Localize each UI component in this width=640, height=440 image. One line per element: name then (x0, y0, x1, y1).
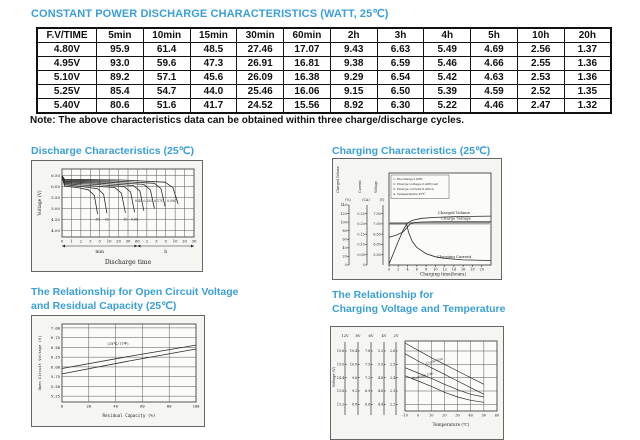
tick-label: 6.50 (373, 232, 381, 237)
x-axis-label: Temperature (℃) (432, 422, 470, 427)
tick-label: 3 (89, 238, 92, 244)
temp-chart-frame (330, 326, 504, 440)
cell: 25.46 (237, 85, 284, 99)
tick-label: 4.6 (377, 389, 384, 394)
charging-chart (333, 159, 501, 279)
tick-label: 100 (192, 403, 200, 409)
tick-label: 4.8 (377, 375, 384, 380)
scale-name: 6V (368, 334, 374, 338)
cell: 51.6 (143, 99, 190, 114)
cell: 1.32 (564, 99, 611, 114)
y-axis-label: Voltage (V) (332, 366, 336, 388)
tick-label: 14.4 (336, 375, 345, 380)
y-axis-name: Current (358, 180, 362, 193)
cell: 57.1 (143, 71, 190, 85)
tick-label: 0.05 (357, 252, 365, 257)
tick-label: 7.2 (364, 375, 371, 380)
tick-label: 5.2 (377, 349, 384, 354)
cell: 5.46 (424, 57, 471, 71)
tick-label: 2.5 (389, 362, 396, 367)
tick-label: 10.0 (349, 362, 358, 367)
tick-label: 7.00 (50, 325, 60, 331)
tick-label: 15.6 (336, 349, 345, 354)
tick-label: 5.75 (50, 374, 60, 380)
curve-label: 0.4C (134, 198, 143, 203)
annotation: (25℃/77℉) (106, 342, 130, 346)
tick-label: 9.6 (351, 375, 358, 380)
discharge-table (36, 27, 612, 114)
charging-chart-frame (332, 158, 502, 280)
cell: 17.07 (284, 43, 331, 57)
tick-label: 8 (425, 267, 428, 272)
tick-label: 2 (397, 267, 400, 272)
tick-label: 0 (417, 413, 420, 418)
tick-label: 120 (340, 211, 347, 216)
discharge-chart-title: Discharge Characteristics (25℃) (31, 145, 194, 157)
tick-label: 3 (155, 238, 158, 244)
tick-label: 2 (145, 238, 149, 244)
legend-text: 3. Charge current:0.20CA (393, 187, 434, 191)
tick-label: 20 (86, 403, 92, 409)
tick-label: 2.6 (389, 349, 396, 354)
tick-label: 0 (387, 267, 391, 272)
tick-label: 7.5 (364, 362, 371, 367)
curve-label: Cycle Use (425, 356, 444, 366)
tick-label: 0.20 (357, 222, 365, 227)
tick-label: 7.8 (364, 349, 371, 354)
tick-label: 5.50 (373, 252, 381, 257)
column-header: 20h (564, 28, 611, 43)
tick-label: 20 (479, 267, 484, 272)
tick-label: 30 (125, 238, 131, 244)
tick-label: 30 (191, 238, 197, 244)
scale-name: 2V (393, 334, 399, 338)
arrow-head (62, 245, 65, 248)
row-label: 4.95V (37, 57, 97, 71)
cell: 4.66 (471, 57, 518, 71)
cell: 27.46 (237, 43, 284, 57)
tick-label: 13.2 (336, 402, 345, 407)
tick-label: 10 (106, 238, 112, 244)
row-label: 5.25V (37, 85, 97, 99)
row-label: 5.10V (37, 71, 97, 85)
cell: 6.63 (377, 43, 424, 57)
column-header: 15min (190, 28, 237, 43)
tick-label: 6.50 (51, 173, 60, 179)
column-header: 10h (517, 28, 564, 43)
tick-label: 40 (342, 246, 347, 251)
y-axis-label: Open Circuit Voltage (V) (37, 335, 42, 391)
tick-label: 0 (60, 403, 64, 409)
cell: 93.0 (97, 57, 144, 71)
group-label: min (95, 250, 105, 255)
ocv-chart-title-line2: and Residual Capacity (25℃) (31, 300, 177, 312)
cell: 1.36 (564, 71, 611, 85)
cell: 80.6 (97, 99, 144, 114)
cell: 61.4 (143, 43, 190, 57)
table-row (37, 71, 611, 85)
tick-label: 7.00 (373, 222, 381, 227)
cell: 4.63 (471, 71, 518, 85)
cell: 2.55 (517, 57, 564, 71)
scale-name: 12V (341, 334, 349, 338)
tick-label: 5 (98, 238, 101, 244)
tick-label: 5.50 (51, 195, 60, 201)
tick-label: 5.0 (377, 362, 384, 367)
cell: 16.81 (284, 57, 331, 71)
tick-label: 6.9 (364, 389, 371, 394)
table-wrap (36, 27, 612, 114)
tick-label: 0 (344, 263, 347, 268)
scale-name: 8V (355, 334, 361, 338)
cell: 5.22 (424, 99, 471, 114)
x-axis-label: Residual Capacity (%) (102, 413, 156, 418)
table-body (37, 43, 611, 114)
cell: 6.59 (377, 57, 424, 71)
curve-label: 0.25C (143, 198, 153, 203)
cell: 1.36 (564, 57, 611, 71)
ocv-chart (32, 316, 204, 426)
tick-label: 13.8 (336, 389, 345, 394)
cell: 24.52 (237, 99, 284, 114)
cell: 45.6 (190, 71, 237, 85)
tick-label: 6.50 (50, 344, 60, 350)
cell: 2.52 (517, 85, 564, 99)
cell: 95.9 (97, 43, 144, 57)
table-head (37, 28, 611, 43)
tick-label: 10 (172, 238, 178, 244)
tick-label: 20 (182, 238, 187, 244)
tick-label: 6.25 (50, 354, 60, 360)
tick-label: 80 (166, 403, 172, 409)
arrow-head (137, 245, 140, 248)
cell: 9.43 (330, 43, 377, 57)
cell: 9.15 (330, 85, 377, 99)
tick-label: 0.25 (357, 211, 365, 216)
table-row (37, 43, 611, 57)
tick-label: 9.2 (351, 389, 358, 394)
curve-label: 0.17C (153, 198, 164, 203)
cell: 9.38 (330, 57, 377, 71)
row-label: 4.80V (37, 43, 97, 57)
x-axis-label: Discharge time (104, 259, 152, 266)
tick-label: 4.00 (51, 227, 60, 233)
curve-label: Charging Current (436, 254, 472, 259)
x-axis-label: Charging time(hours) (420, 271, 466, 277)
group-label: h (164, 250, 168, 255)
temp-chart-title-line1: The Relationship for (332, 289, 434, 301)
tick-label: 7.50 (373, 211, 381, 216)
y-axis-unit: (%) (345, 198, 351, 202)
tick-label: 6.00 (50, 364, 60, 370)
row-label: 5.40V (37, 99, 97, 114)
tick-label: 4.4 (377, 402, 384, 407)
y-axis-name: Voltage (374, 180, 378, 193)
y-axis-unit: (V) (379, 198, 385, 202)
note-text: Note: The above characteristics data can be obtained within three charge/discharge cycles. (30, 115, 465, 126)
cell: 6.50 (377, 85, 424, 99)
tick-label: 60 (135, 238, 140, 244)
tick-label: 140 (340, 203, 347, 208)
cell: 44.0 (190, 85, 237, 99)
tick-label: 20 (442, 413, 447, 418)
tick-label: 2.2 (389, 402, 396, 407)
cell: 41.7 (190, 99, 237, 114)
tick-label: 15.0 (336, 362, 345, 367)
curve-label: 3C (95, 217, 100, 222)
tick-label: 5.50 (50, 383, 60, 389)
tick-label: 20 (116, 238, 121, 244)
cell: 47.3 (190, 57, 237, 71)
tick-label: 14 (451, 267, 457, 272)
cell: 85.4 (97, 85, 144, 99)
curve-label: 2C (104, 217, 110, 222)
tick-label: 10 (433, 267, 438, 272)
cell: 5.49 (424, 43, 471, 57)
tick-label: 10.4 (349, 349, 358, 354)
column-header: 10min (143, 28, 190, 43)
y-axis-unit: (CA) (362, 198, 370, 202)
curve-label: Charge Voltage (441, 215, 471, 221)
cell: 2.53 (517, 71, 564, 85)
tick-label: 16 (461, 267, 466, 272)
legend-text: 2. Charge voltage:2.40V/cell (393, 182, 438, 186)
cell: 2.56 (517, 43, 564, 57)
column-header: 3h (377, 28, 424, 43)
tick-label: 0 (60, 238, 64, 244)
arrow-head (134, 245, 137, 248)
column-header: 30min (237, 28, 284, 43)
cell: 2.47 (517, 99, 564, 114)
page-title: CONSTANT POWER DISCHARGE CHARACTERISTICS (WATT, 25℃) (31, 8, 389, 20)
temp-chart (331, 327, 503, 439)
column-header: 4h (424, 28, 471, 43)
cell: 5.42 (424, 71, 471, 85)
curve-label: 0.6C (130, 217, 139, 222)
tick-label: 6.75 (50, 335, 60, 341)
cell: 6.30 (377, 99, 424, 114)
tick-label: 2.3 (389, 389, 396, 394)
cell: 4.69 (471, 43, 518, 57)
column-header: 5min (97, 28, 144, 43)
curve-label: 0.09C (167, 198, 177, 203)
tick-label: 0 (362, 263, 365, 268)
curve-label: 1C (123, 217, 128, 222)
column-header: F.V/TIME (37, 28, 97, 43)
tick-label: 30 (455, 413, 460, 418)
cell: 16.06 (284, 85, 331, 99)
tick-label: 2 (79, 238, 83, 244)
tick-label: 40 (113, 403, 118, 409)
tick-label: 6.00 (51, 184, 60, 190)
table-row (37, 85, 611, 99)
tick-label: 40 (468, 413, 473, 418)
legend-text: 4. Temperature:25℃ (393, 192, 426, 196)
cell: 26.09 (237, 71, 284, 85)
cell: 4.46 (471, 99, 518, 114)
tick-label: 4 (406, 267, 409, 272)
plot-box (62, 324, 196, 402)
ocv-chart-frame (31, 315, 205, 427)
tick-label: 80 (342, 228, 347, 233)
ocv-chart-title (31, 285, 239, 313)
tick-label: 10 (429, 413, 434, 418)
tick-label: 0.15 (357, 232, 365, 237)
cell: 6.54 (377, 71, 424, 85)
tick-label: 100 (340, 220, 347, 225)
tick-label: 5.25 (50, 393, 60, 399)
y-axis-name: Charged Volume (336, 166, 340, 193)
ocv-chart-title-line1: The Relationship for Open Circuit Voltage (31, 286, 239, 298)
cell: 26.91 (237, 57, 284, 71)
tick-label: 0.10 (357, 242, 365, 247)
cell: 8.92 (330, 99, 377, 114)
tick-label: 1 (70, 238, 73, 244)
cell: 89.2 (97, 71, 144, 85)
discharge-chart-frame (31, 160, 203, 272)
header-row (37, 28, 611, 43)
column-header: 5h (471, 28, 518, 43)
tick-label: 18 (470, 267, 475, 272)
tick-label: -10 (402, 413, 408, 418)
arrow-head (191, 245, 194, 248)
tick-label: 5.00 (51, 205, 60, 211)
tick-label: 60 (494, 413, 500, 418)
cell: 15.56 (284, 99, 331, 114)
tick-label: 4.50 (51, 216, 60, 222)
tick-label: 2.4 (389, 375, 396, 380)
charging-chart-title: Charging Characteristics (25℃) (332, 145, 491, 157)
y-axis-label: Voltage (V) (38, 190, 43, 216)
cell: 9.29 (330, 71, 377, 85)
tick-label: 60 (140, 403, 145, 409)
cell: 4.59 (471, 85, 518, 99)
cell: 59.6 (143, 57, 190, 71)
curve-label: Charged Volume (438, 210, 470, 215)
cell: 48.5 (190, 43, 237, 57)
scale-name: 4V (381, 334, 387, 338)
table-row (37, 99, 611, 114)
cell: 54.7 (143, 85, 190, 99)
tick-label: 20 (342, 254, 347, 259)
tick-label: 6.00 (373, 242, 381, 247)
column-header: 2h (330, 28, 377, 43)
legend-text: 1. Discharge:100% (393, 177, 423, 181)
tick-label: 5 (164, 238, 167, 244)
tick-label: 8.8 (351, 402, 358, 407)
temp-chart-title (332, 288, 505, 316)
column-header: 60min (284, 28, 331, 43)
discharge-chart (32, 161, 202, 271)
tick-label: 12 (442, 267, 447, 272)
tick-label: 6 (415, 267, 418, 272)
cell: 5.39 (424, 85, 471, 99)
cell: 1.35 (564, 85, 611, 99)
tick-label: 50 (481, 413, 487, 418)
table-row (37, 57, 611, 71)
cell: 1.37 (564, 43, 611, 57)
curve-label: Floating Use (411, 371, 434, 381)
temp-chart-title-line2: Charging Voltage and Temperature (332, 303, 506, 315)
tick-label: 6.6 (364, 402, 371, 407)
tick-label: 60 (342, 237, 347, 242)
cell: 16.38 (284, 71, 331, 85)
